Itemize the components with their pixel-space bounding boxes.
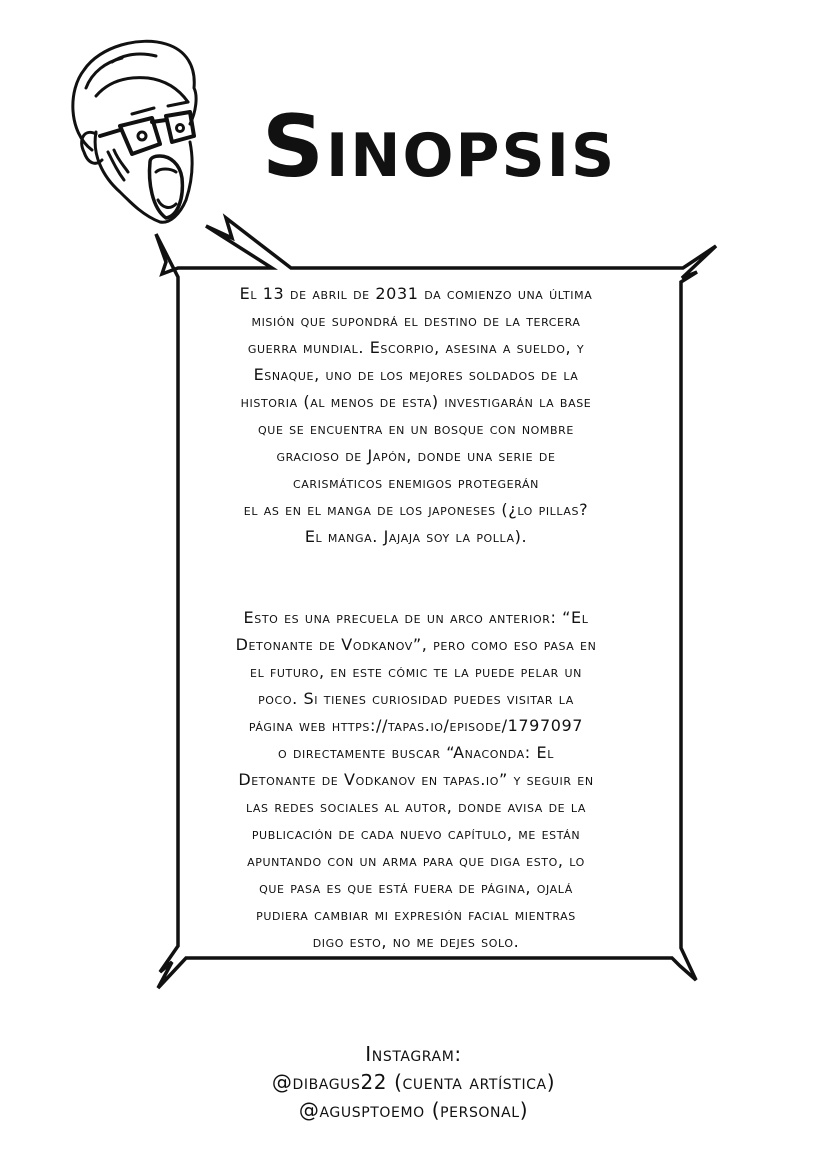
text-line: Detonante de Vodkanov”, pero como eso pasa en xyxy=(235,635,597,654)
text-line: guerra mundial. Escorpio, asesina a sueldo, y xyxy=(247,338,585,357)
instagram-label: Instagram: xyxy=(365,1042,462,1066)
text-line: las redes sociales al autor, donde avisa de la xyxy=(245,797,587,816)
text-line: pudiera cambiar mi expresión facial mientras xyxy=(256,905,576,924)
text-line: Esto es una precuela de un arco anterior: “El xyxy=(243,608,589,627)
instagram-account-artistic: @dibagus22 (cuenta artística) xyxy=(271,1070,556,1094)
nerd-face-illustration-icon xyxy=(62,32,212,232)
synopsis-text xyxy=(182,280,650,955)
text-line: El 13 de abril de 2031 da comienzo una última xyxy=(239,284,593,303)
text-line: misión que supondrá el destino de la tercera xyxy=(251,311,581,330)
text-line: o directamente buscar “Anaconda: El xyxy=(278,743,554,762)
text-line: El manga. Jajaja soy la polla). xyxy=(304,527,528,546)
text-line: apuntando con un arma para que diga esto, lo xyxy=(247,851,585,870)
text-line: que se encuentra en un bosque con nombre xyxy=(258,419,574,438)
text-line: publicación de cada nuevo capítulo, me están xyxy=(251,824,581,843)
text-line: Detonante de Vodkanov en tapas.io” y seguir en xyxy=(238,770,594,789)
text-line: el as en el manga de los japoneses (¿lo pillas? xyxy=(243,500,589,519)
text-line: página web https://tapas.io/episode/1797097 xyxy=(248,716,584,735)
synopsis-paragraph-1 xyxy=(182,280,650,550)
text-line: que pasa es que está fuera de página, ojalá xyxy=(259,878,573,897)
text-line: el futuro, en este cómic te la puede pelar un xyxy=(250,662,582,681)
text-line: Esnaque, uno de los mejores soldados de la xyxy=(253,365,579,384)
text-line: historia (al menos de esta) investigarán la base xyxy=(240,392,592,411)
synopsis-paragraph-2 xyxy=(182,604,650,955)
social-footer xyxy=(0,1040,827,1124)
page-title: Sinopsis xyxy=(262,97,617,197)
text-line: poco. Si tienes curiosidad puedes visitar la xyxy=(258,689,574,708)
text-line: carismáticos enemigos protegerán xyxy=(293,473,539,492)
text-line: digo esto, no me dejes solo. xyxy=(312,932,520,951)
text-line: gracioso de Japón, donde una serie de xyxy=(276,446,556,465)
instagram-account-personal: @agusptoemo (personal) xyxy=(298,1098,529,1122)
